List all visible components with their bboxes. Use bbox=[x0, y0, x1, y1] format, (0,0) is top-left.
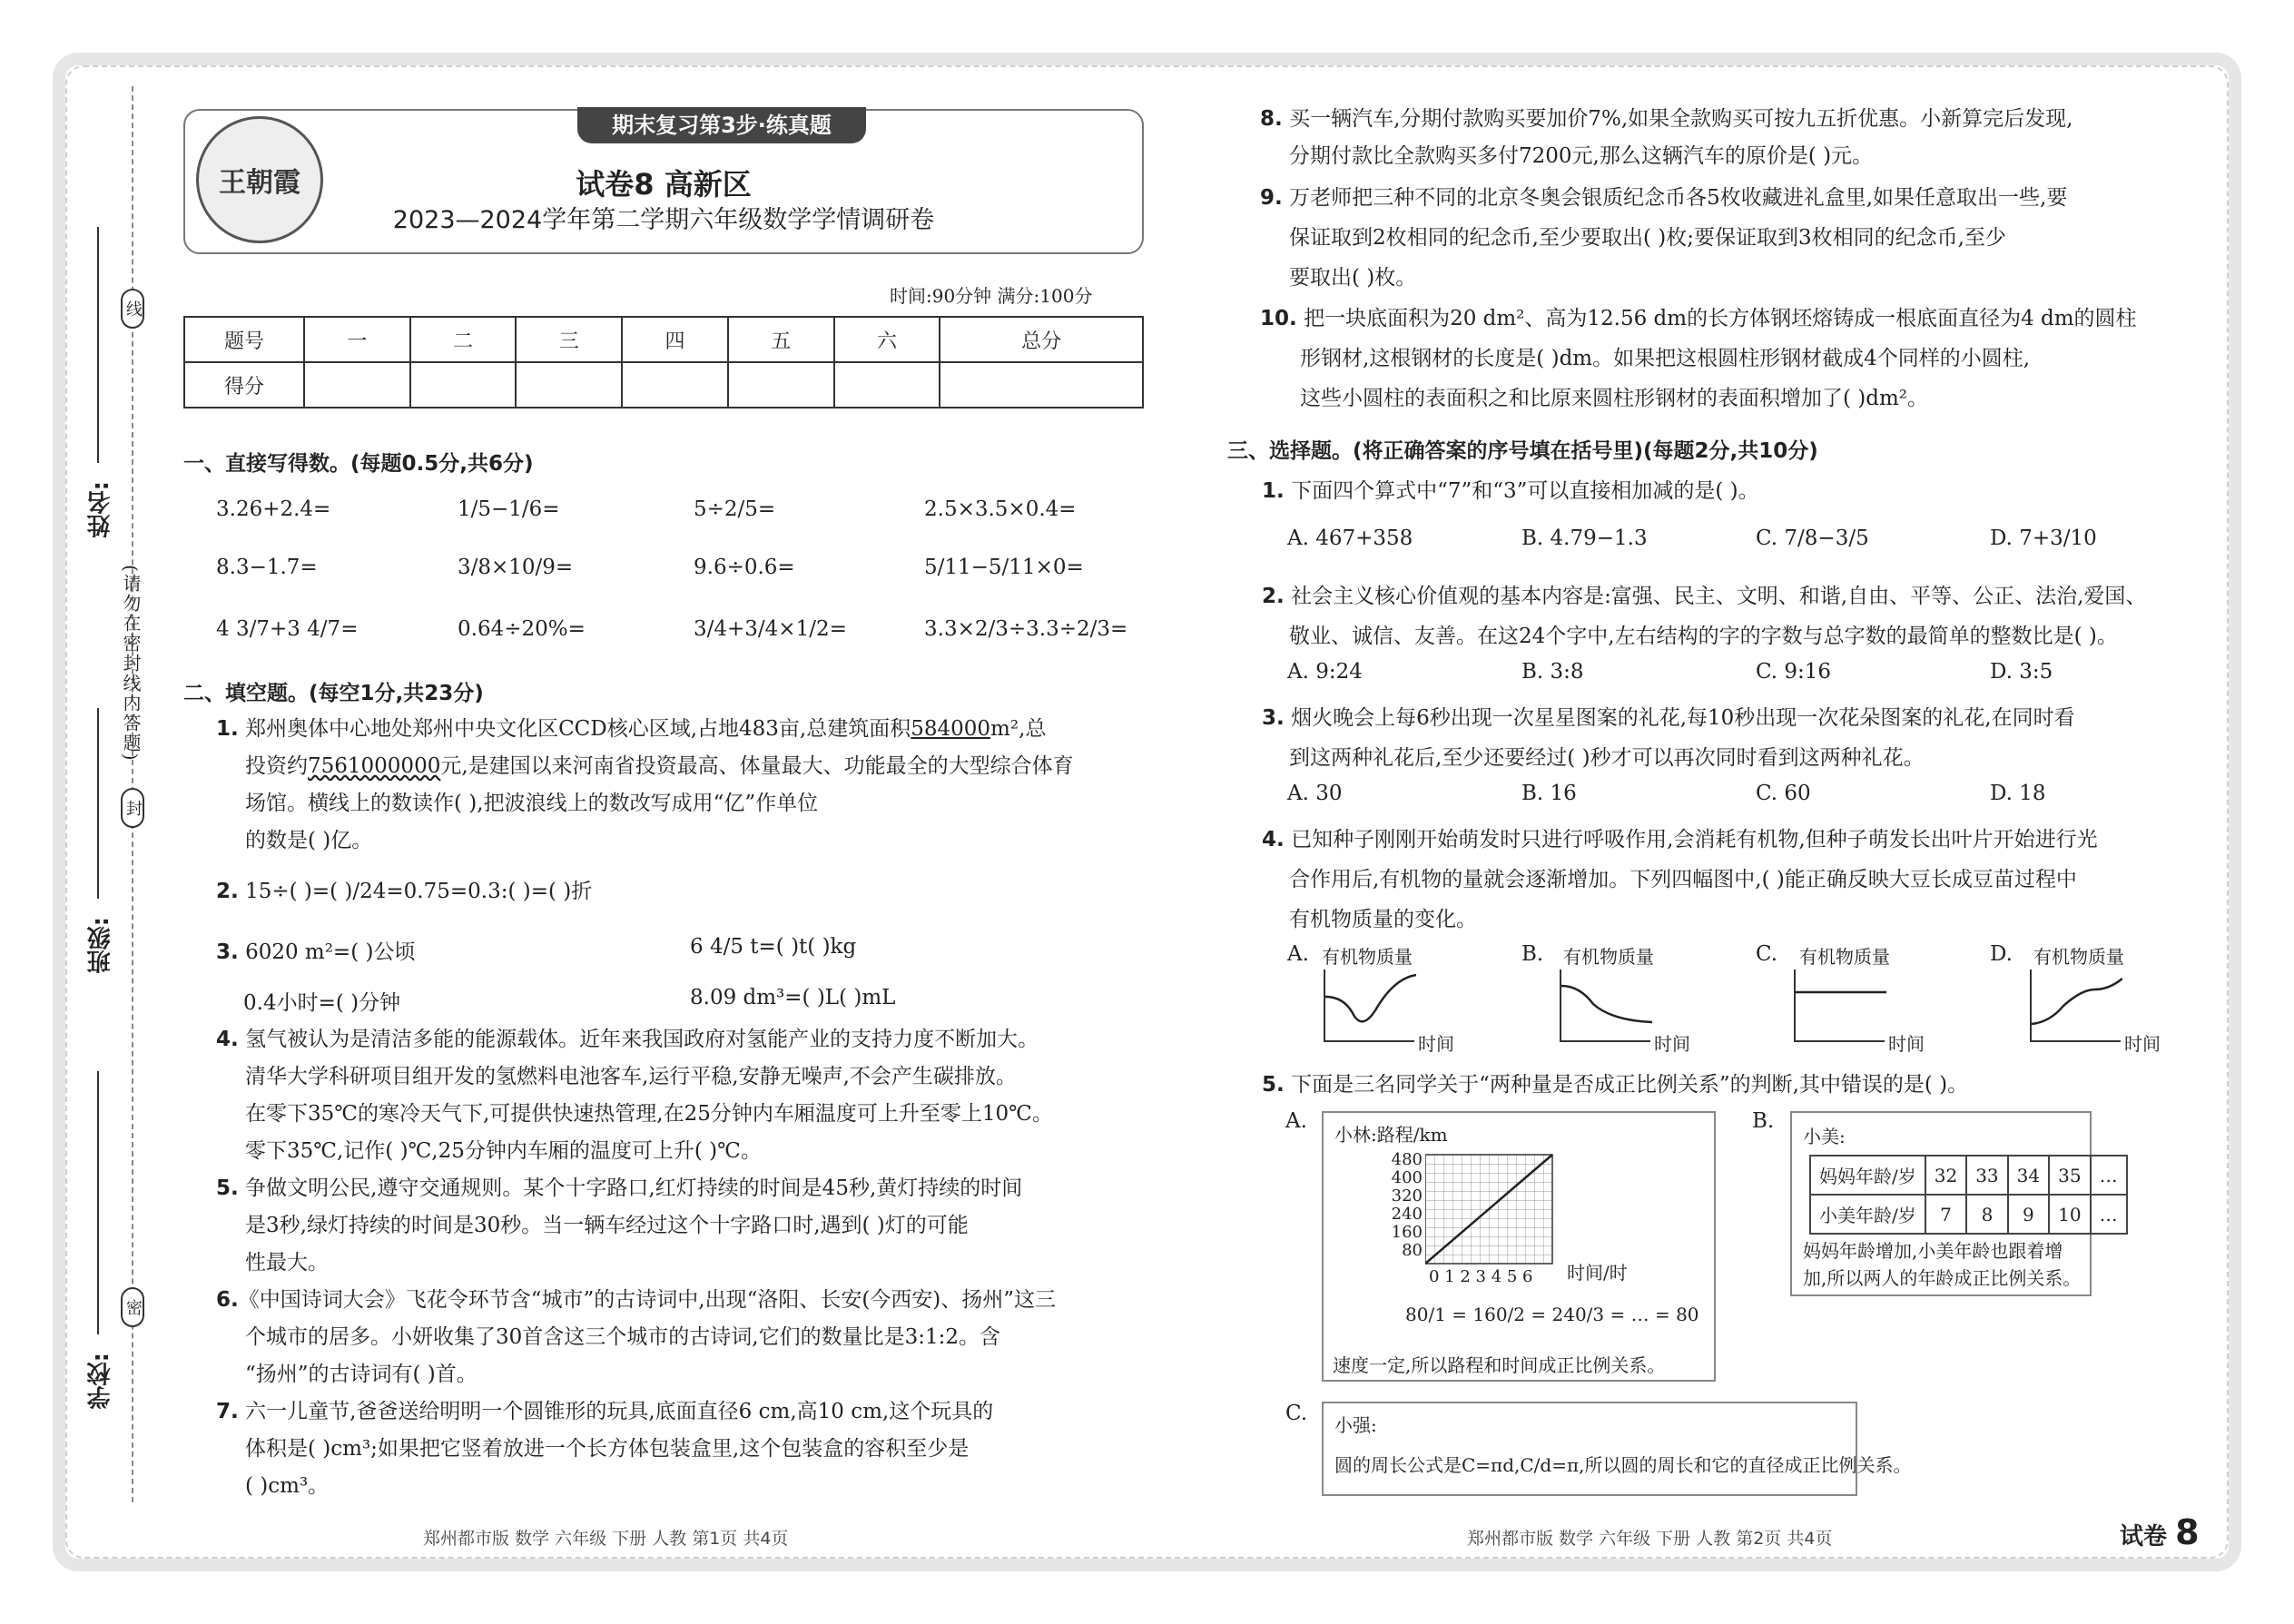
xiaomei-conclusion: 加,所以两人的年龄成正比例关系。 bbox=[1803, 1267, 2082, 1289]
q-text: 六一儿童节,爸爸送给明明一个圆锥形的玩具,底面直径6 cm,高10 cm,这个玩具的 bbox=[245, 1400, 994, 1423]
question-2-1-line: 的数是( )亿。 bbox=[245, 829, 373, 852]
graph-d-label[interactable]: D. bbox=[1990, 942, 2013, 966]
q-number: 3. bbox=[1262, 706, 1285, 730]
option-a[interactable]: A. 467+358 bbox=[1287, 527, 1413, 550]
score-cell: 二 bbox=[410, 317, 517, 362]
school-field[interactable] bbox=[97, 1071, 99, 1334]
q-text: 投资约 bbox=[245, 754, 308, 778]
score-cell: 六 bbox=[834, 317, 940, 362]
q-text: 下面是三名同学关于“两种量是否成正比例关系”的判断,其中错误的是( )。 bbox=[1291, 1073, 1969, 1097]
q-line: 零下35℃,记作( )℃,25分钟内车厢的温度可上升( )℃。 bbox=[245, 1139, 762, 1163]
brand-logo: 王朝霞 bbox=[196, 116, 323, 243]
section-2-title: 二、填空题。(每空1分,共23分) bbox=[183, 682, 484, 705]
q-text: 万老师把三种不同的北京冬奥会银质纪念币各5枚收藏进礼盒里,如果任意取出一些,要 bbox=[1289, 186, 2068, 210]
q-line: 要取出( )枚。 bbox=[1289, 266, 1417, 290]
xiaolin-conclusion: 速度一定,所以路程和时间成正比例关系。 bbox=[1333, 1354, 1666, 1376]
question-3-1 bbox=[1262, 474, 1759, 504]
age-cell: 10 bbox=[2049, 1195, 2090, 1234]
question-2-1-line: 场馆。横线上的数读作( ),把波浪线上的数改写成用“亿”作单位 bbox=[245, 792, 819, 815]
q-text: 郑州奥体中心地处郑州中央文化区CCD核心区域,占地483亩,总建筑面积 bbox=[245, 717, 911, 741]
q-text: 氢气被认为是清洁多能的能源载体。近年来我国政府对氢能产业的支持力度不断加大。 bbox=[245, 1028, 1039, 1051]
underlined-number: 584000 bbox=[911, 717, 991, 741]
question-2-9 bbox=[1260, 181, 2067, 211]
option-c[interactable]: C. 7/8−3/5 bbox=[1756, 527, 1869, 550]
class-field[interactable] bbox=[97, 708, 99, 899]
question-2-7 bbox=[216, 1394, 993, 1424]
option-c[interactable]: C. bbox=[1285, 1402, 1308, 1425]
age-cell: 8 bbox=[1966, 1195, 2007, 1234]
question-2-2 bbox=[216, 874, 592, 904]
calc-item: 2.5×3.5×0.4= bbox=[924, 497, 1077, 521]
option-c[interactable]: C. 9:16 bbox=[1756, 660, 1832, 684]
option-a[interactable]: A. bbox=[1285, 1109, 1307, 1133]
q-number: 7. bbox=[216, 1400, 239, 1423]
graph-a-label[interactable]: A. bbox=[1287, 942, 1309, 966]
class-label: 班级: bbox=[87, 917, 114, 974]
footer-right: 郑州都市版 数学 六年级 下册 人教 第2页 共4页 bbox=[1467, 1529, 1833, 1549]
graph-c-curve bbox=[1796, 969, 1886, 1042]
option-c[interactable]: C. 60 bbox=[1756, 782, 1811, 805]
score-cell: 题号 bbox=[184, 317, 304, 362]
q-number: 5. bbox=[216, 1176, 239, 1200]
section-1-title: 一、直接写得数。(每题0.5分,共6分) bbox=[183, 452, 534, 476]
graph-d bbox=[2030, 969, 2121, 1042]
q-text: 已知种子刚刚开始萌发时只进行呼吸作用,会消耗有机物,但种子萌发长出叶片开始进行光 bbox=[1291, 828, 2098, 851]
score-cell: 三 bbox=[516, 317, 622, 362]
calc-item: 9.6÷0.6= bbox=[694, 556, 795, 579]
graph-c bbox=[1794, 969, 1885, 1042]
age-cell: … bbox=[2091, 1195, 2127, 1234]
question-2-3a bbox=[216, 935, 415, 965]
q-number: 3. bbox=[216, 940, 239, 964]
q-number: 10. bbox=[1260, 307, 1297, 330]
question-3-5 bbox=[1262, 1068, 1968, 1097]
q-text: 把一块底面积为20 dm²、高为12.56 dm的长方体钢坯熔铸成一根底面直径为4 dm的圆柱 bbox=[1304, 307, 2137, 330]
graph-ylabel: 有机物质量 bbox=[1799, 946, 1890, 968]
age-cell: 33 bbox=[1966, 1156, 2007, 1195]
y-tick: 480 bbox=[1391, 1150, 1423, 1169]
option-a[interactable]: A. 9:24 bbox=[1287, 660, 1363, 684]
calc-item: 5÷2/5= bbox=[694, 497, 776, 521]
q-number: 1. bbox=[216, 717, 239, 741]
age-cell: 9 bbox=[2008, 1195, 2049, 1234]
option-b[interactable]: B. bbox=[1752, 1109, 1775, 1133]
calc-item: 5/11−5/11×0= bbox=[924, 556, 1084, 579]
question-2-10 bbox=[1260, 301, 2137, 331]
question-3-3 bbox=[1262, 701, 2075, 731]
q-text: 6020 m²=( )公顷 bbox=[245, 940, 416, 964]
question-2-6 bbox=[216, 1283, 1056, 1313]
q-line: 是3秒,绿灯持续的时间是30秒。当一辆车经过这个十字路口时,遇到( )灯的可能 bbox=[245, 1214, 969, 1237]
q-line: 形钢材,这根钢材的长度是( )dm。如果把这根圆柱形钢材截成4个同样的小圆柱, bbox=[1300, 347, 2031, 370]
question-2-8 bbox=[1260, 102, 2072, 132]
option-b[interactable]: B. 4.79−1.3 bbox=[1521, 527, 1648, 550]
age-cell: 34 bbox=[2008, 1156, 2049, 1195]
paper-number bbox=[2120, 1512, 2200, 1552]
q-number: 1. bbox=[1262, 479, 1285, 503]
y-tick: 400 bbox=[1391, 1168, 1423, 1187]
q-text: 元,是建国以来河南省投资最高、体量最大、功能最全的大型综合体育 bbox=[440, 754, 1074, 778]
q-text: 社会主义核心价值观的基本内容是:富强、民主、文明、和谐,自由、平等、公正、法治,爱国、 bbox=[1291, 585, 2147, 608]
distance-time-grid bbox=[1425, 1146, 1561, 1273]
wavy-number: 7561000000 bbox=[308, 754, 441, 778]
age-cell: 35 bbox=[2049, 1156, 2090, 1195]
paper-label: 试卷 bbox=[2120, 1523, 2168, 1550]
q-number: 6. bbox=[216, 1288, 239, 1312]
paper-no: 8 bbox=[2175, 1512, 2200, 1552]
q-line: 敬业、诚信、友善。在这24个字中,左右结构的字的字数与总字数的最简单的整数比是( )。 bbox=[1289, 625, 2118, 648]
axis-y-title: 路程/km bbox=[1376, 1124, 1448, 1146]
question-2-1 bbox=[216, 712, 1046, 742]
calc-item: 3/8×10/9= bbox=[458, 556, 574, 579]
q-text: m²,总 bbox=[990, 717, 1047, 741]
calc-item: 1/5−1/6= bbox=[458, 497, 560, 521]
score-input[interactable] bbox=[834, 362, 940, 408]
option-d[interactable]: D. 18 bbox=[1990, 782, 2046, 805]
paper-title: 试卷8 高新区 bbox=[576, 167, 752, 202]
q-number: 2. bbox=[1262, 585, 1285, 608]
score-cell: 得分 bbox=[184, 362, 304, 408]
option-b[interactable]: B. 3:8 bbox=[1521, 660, 1584, 684]
question-3-4 bbox=[1262, 822, 2098, 852]
name-label: 姓名: bbox=[87, 481, 114, 538]
score-cell: 一 bbox=[304, 317, 410, 362]
score-cell: 四 bbox=[622, 317, 728, 362]
xiaomei-conclusion: 妈妈年龄增加,小美年龄也跟着增 bbox=[1803, 1240, 2063, 1262]
ratio-formula: 80/1 = 160/2 = 240/3 = … = 80 bbox=[1405, 1304, 1699, 1325]
score-value-row bbox=[184, 362, 1143, 408]
graph-b-label[interactable]: B. bbox=[1521, 942, 1544, 966]
axis-x-title: 时间/时 bbox=[1567, 1262, 1628, 1284]
time-info: 时间:90分钟 满分:100分 bbox=[890, 285, 1093, 307]
q-line: “扬州”的古诗词有( )首。 bbox=[245, 1363, 478, 1386]
age-cell: 小美年龄/岁 bbox=[1810, 1195, 1925, 1234]
q-line: 合作用后,有机物的量就会逐渐增加。下列四幅图中,( )能正确反映大豆长成豆苗过程中 bbox=[1289, 868, 2077, 891]
question-2-3b: 6 4/5 t=( )t( )kg bbox=[690, 935, 857, 959]
score-input[interactable] bbox=[516, 362, 622, 408]
q-text: 烟火晚会上每6秒出现一次星星图案的礼花,每10秒出现一次花朵图案的礼花,在同时看 bbox=[1291, 706, 2075, 730]
q-number: 9. bbox=[1260, 186, 1283, 210]
q-line: 清华大学科研项目组开发的氢燃料电池客车,运行平稳,安静无噪声,不会产生碳排放。 bbox=[245, 1065, 1017, 1088]
xiaoqiang-statement: 圆的周长公式是C=πd,C/d=π,所以圆的周长和它的直径成正比例关系。 bbox=[1334, 1454, 1912, 1476]
age-cell: 32 bbox=[1925, 1156, 1966, 1195]
question-3-2 bbox=[1262, 579, 2146, 609]
score-input[interactable] bbox=[728, 362, 834, 408]
q-text: 《中国诗词大会》飞花令环节含“城市”的古诗词中,出现“洛阳、长安(今西安)、扬州”这三 bbox=[238, 1288, 1057, 1312]
question-2-4 bbox=[216, 1022, 1039, 1052]
age-row-mei bbox=[1810, 1195, 2127, 1234]
score-input[interactable] bbox=[622, 362, 728, 408]
school-label: 学校: bbox=[87, 1353, 114, 1410]
score-input[interactable] bbox=[940, 362, 1143, 408]
q-number: 4. bbox=[1262, 828, 1285, 851]
score-input[interactable] bbox=[304, 362, 410, 408]
review-tag: 期末复习第3步·练真题 bbox=[577, 107, 866, 143]
age-cell: … bbox=[2091, 1156, 2127, 1195]
y-tick: 80 bbox=[1402, 1241, 1423, 1260]
graph-ylabel: 有机物质量 bbox=[1322, 946, 1413, 968]
calc-item: 3.26+2.4= bbox=[216, 497, 331, 521]
age-row-mom bbox=[1810, 1156, 2127, 1195]
graph-xlabel: 时间 bbox=[2124, 1033, 2161, 1055]
q-line: 在零下35℃的寒冷天气下,可提供快速热管理,在25分钟内车厢温度可上升至零上10℃。 bbox=[245, 1102, 1053, 1126]
q-line: 保证取到2枚相同的纪念币,至少要取出( )枚;要保证取到3枚相同的纪念币,至少 bbox=[1289, 226, 2006, 250]
name-field[interactable] bbox=[97, 227, 99, 463]
graph-c-label[interactable]: C. bbox=[1756, 942, 1778, 966]
graph-xlabel: 时间 bbox=[1418, 1033, 1454, 1055]
graph-xlabel: 时间 bbox=[1654, 1033, 1690, 1055]
q-text: 下面四个算式中“7”和“3”可以直接相加减的是( )。 bbox=[1291, 479, 1759, 503]
q-line: 分期付款比全款购买多付7200元,那么这辆汽车的原价是( )元。 bbox=[1289, 144, 1874, 168]
graph-ylabel: 有机物质量 bbox=[1563, 946, 1654, 968]
q-line: 有机物质量的变化。 bbox=[1289, 908, 1477, 931]
seal-note: (请勿在密封线内答题) bbox=[120, 565, 142, 763]
question-2-3c: 0.4小时=( )分钟 bbox=[243, 991, 401, 1015]
q-line: 这些小圆柱的表面积之和比原来圆柱形钢材的表面积增加了( )dm²。 bbox=[1300, 387, 1929, 410]
score-cell: 总分 bbox=[940, 317, 1143, 362]
y-tick: 160 bbox=[1391, 1223, 1423, 1242]
y-tick: 320 bbox=[1391, 1186, 1423, 1206]
student-name: 小美: bbox=[1803, 1126, 1846, 1147]
seal-mark-feng: 封 bbox=[121, 788, 144, 828]
q-line: 个城市的居多。小妍收集了30首含这三个城市的古诗词,它们的数量比是3:1:2。含 bbox=[245, 1325, 1000, 1349]
calc-item: 4 3/7+3 4/7= bbox=[216, 617, 359, 641]
score-table bbox=[183, 316, 1144, 408]
score-header-row bbox=[184, 317, 1143, 362]
xiaoqiang-box bbox=[1322, 1402, 1857, 1496]
q-line: 性最大。 bbox=[245, 1251, 329, 1275]
graph-b bbox=[1560, 969, 1650, 1042]
paper-subtitle: 2023—2024学年第二学期六年级数学学情调研卷 bbox=[392, 206, 935, 234]
calc-item: 0.64÷20%= bbox=[458, 617, 586, 641]
seal-mark-xian: 线 bbox=[121, 289, 144, 329]
q-number: 2. bbox=[216, 880, 239, 903]
graph-a-curve bbox=[1325, 969, 1416, 1042]
q-line: 体积是( )cm³;如果把它竖着放进一个长方体包装盒里,这个包装盒的容积至少是 bbox=[245, 1437, 970, 1461]
question-2-3d: 8.09 dm³=( )L( )mL bbox=[690, 986, 896, 1009]
x-ticks: 0 1 2 3 4 5 6 bbox=[1429, 1267, 1533, 1286]
calc-item: 8.3−1.7= bbox=[216, 556, 318, 579]
q-number: 5. bbox=[1262, 1073, 1285, 1097]
student-name: 小强: bbox=[1334, 1414, 1377, 1436]
age-table bbox=[1809, 1155, 2128, 1235]
y-tick: 240 bbox=[1391, 1205, 1423, 1224]
age-cell: 7 bbox=[1925, 1195, 1966, 1234]
question-2-1-line bbox=[245, 749, 1074, 779]
xiaolin-name bbox=[1334, 1120, 1448, 1147]
q-text: 15÷( )=( )/24=0.75=0.3:( )=( )折 bbox=[245, 880, 593, 903]
graph-d-curve bbox=[2032, 969, 2122, 1042]
option-d[interactable]: D. 7+3/10 bbox=[1990, 527, 2097, 550]
option-d[interactable]: D. 3:5 bbox=[1990, 660, 2053, 684]
calc-item: 3.3×2/3÷3.3÷2/3= bbox=[924, 617, 1128, 641]
graph-b-curve bbox=[1561, 969, 1652, 1042]
q-text: 买一辆汽车,分期付款购买要加价7%,如果全款购买可按九五折优惠。小新算完后发现, bbox=[1289, 107, 2073, 131]
y-ticks bbox=[1384, 1151, 1423, 1260]
score-input[interactable] bbox=[410, 362, 517, 408]
q-number: 4. bbox=[216, 1028, 239, 1051]
footer-left: 郑州都市版 数学 六年级 下册 人教 第1页 共4页 bbox=[423, 1529, 789, 1549]
option-a[interactable]: A. 30 bbox=[1287, 782, 1343, 805]
section-3-title: 三、选择题。(将正确答案的序号填在括号里)(每题2分,共10分) bbox=[1227, 439, 1818, 463]
question-2-5 bbox=[216, 1171, 1022, 1201]
graph-a bbox=[1324, 969, 1414, 1042]
graph-xlabel: 时间 bbox=[1888, 1033, 1925, 1055]
graph-ylabel: 有机物质量 bbox=[2033, 946, 2124, 968]
calc-item: 3/4+3/4×1/2= bbox=[694, 617, 847, 641]
seal-mark-mi: 密 bbox=[121, 1287, 144, 1327]
option-b[interactable]: B. 16 bbox=[1521, 782, 1577, 805]
q-line: 到这两种礼花后,至少还要经过( )秒才可以再次同时看到这两种礼花。 bbox=[1289, 746, 1925, 770]
q-number: 8. bbox=[1260, 107, 1283, 131]
age-cell: 妈妈年龄/岁 bbox=[1810, 1156, 1925, 1195]
q-line: ( )cm³。 bbox=[245, 1474, 330, 1498]
q-text: 争做文明公民,遵守交通规则。某个十字路口,红灯持续的时间是45秒,黄灯持续的时间 bbox=[245, 1176, 1023, 1200]
student-name: 小林: bbox=[1334, 1124, 1377, 1146]
score-cell: 五 bbox=[728, 317, 834, 362]
